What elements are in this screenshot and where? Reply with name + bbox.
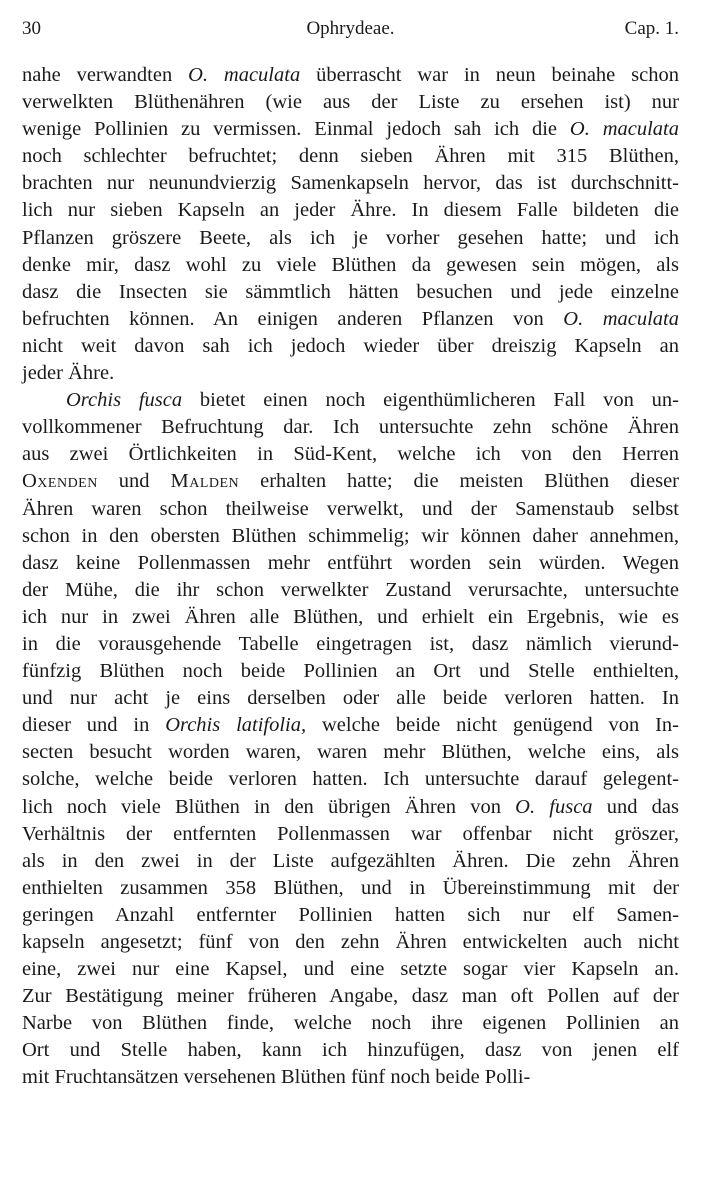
text-line	[22, 685, 679, 712]
running-title: Ophrydeae.	[306, 18, 395, 39]
chapter-label: Cap. 1.	[624, 18, 679, 39]
text-line	[22, 89, 679, 116]
text-segment: Narbe von Blüthen finde, welche noch ihre eigenen Pollinien an	[22, 1012, 679, 1035]
text-segment: dieser und in	[22, 714, 166, 737]
text-line	[22, 414, 679, 441]
text-line	[22, 631, 679, 658]
text-line	[22, 739, 679, 766]
text-segment: erhalten hatte; die meisten Blüthen dieser	[239, 470, 679, 493]
text-line	[22, 875, 679, 902]
text-line	[22, 577, 679, 604]
text-segment: nicht weit davon sah ich jedoch wieder über dreiszig Kapseln an	[22, 334, 679, 357]
text-segment: Ähren waren schon theilweise verwelkt, und der Samenstaub selbst	[22, 497, 679, 520]
text-line	[22, 766, 679, 793]
text-line	[22, 523, 679, 550]
text-line	[22, 306, 679, 333]
body-text	[22, 62, 679, 1092]
text-segment: welche beide nicht genügend von In-	[306, 714, 680, 737]
text-segment: jeder Ähre.	[22, 362, 115, 385]
text-line	[22, 116, 679, 143]
text-segment: der Mühe, die ihr schon verwelkter Zustand verursachte, untersuchte	[22, 578, 679, 601]
text-line	[22, 712, 679, 739]
page-number: 30	[22, 18, 41, 39]
text-segment: mit Fruchtansätzen versehenen Blüthen fünf noch beide Polli-	[22, 1066, 531, 1089]
text-segment: O. maculata	[569, 118, 679, 141]
text-line	[22, 468, 679, 495]
text-segment: in die vorausgehende Tabelle eingetragen ist, dasz nämlich vierund-	[22, 632, 679, 655]
text-segment: noch schlechter befruchtet; denn sieben Ähren mit 315 Blüthen,	[22, 145, 679, 168]
text-line	[22, 252, 679, 279]
text-line	[22, 848, 679, 875]
text-line	[22, 1064, 679, 1091]
page-header	[22, 18, 679, 44]
text-line	[22, 658, 679, 685]
text-segment: O. maculata	[188, 64, 301, 86]
text-segment: Orchis fusca	[66, 389, 183, 412]
text-line	[22, 983, 679, 1010]
text-segment: und das	[592, 795, 679, 818]
text-segment: und	[97, 470, 171, 493]
text-segment: secten besucht worden waren, waren mehr Blüthen, welche eins, als	[22, 741, 679, 764]
text-segment: dasz keine Pollenmassen mehr entführt worden sein würden. Wegen	[22, 551, 679, 574]
text-segment: Oxenden	[22, 470, 98, 493]
text-line	[22, 333, 679, 360]
text-segment: lich noch viele Blüthen in den übrigen Ähren von	[22, 795, 516, 818]
text-segment: O. fusca	[515, 795, 593, 818]
text-segment: als in den zwei in der Liste aufgezählten Ähren. Die zehn Ähren	[22, 849, 679, 872]
text-segment: kapseln angesetzt; fünf von den zehn Ähren entwickelten auch nicht	[22, 931, 679, 953]
text-segment: schon in den obersten Blüthen schimmelig; wir können daher annehmen,	[22, 524, 679, 547]
text-line	[22, 62, 679, 89]
text-segment: ich nur in zwei Ähren alle Blüthen, und erhielt ein Ergebnis, wie es	[22, 605, 679, 628]
text-segment: fünfzig Blüthen noch beide Pollinien an Ort und Stelle enthielten,	[22, 660, 679, 683]
text-line	[22, 197, 679, 224]
text-line	[22, 360, 679, 387]
text-segment: brachten nur neunundvierzig Samenkapseln hervor, das ist durchschnitt-	[22, 172, 679, 195]
text-segment: dasz die Insecten sie sämmtlich hätten besuchen und jede einzelne	[22, 280, 679, 303]
text-line	[22, 496, 679, 523]
text-segment: befruchten können. An einigen anderen Pflanzen von	[22, 307, 564, 330]
text-segment: überrascht war in neun beinahe schon	[300, 64, 679, 86]
text-segment: O. maculata	[563, 307, 679, 330]
text-line	[22, 143, 679, 170]
text-line	[22, 170, 679, 197]
text-segment: nahe verwandten	[22, 64, 189, 86]
text-line	[22, 794, 679, 821]
text-line	[22, 929, 679, 956]
text-segment: geringen Anzahl entfernter Pollinien hatten sich nur elf Samen-	[22, 903, 679, 926]
text-segment: vollkommener Befruchtung dar. Ich untersuchte zehn schöne Ähren	[22, 416, 679, 439]
text-segment: denke mir, dasz wohl zu viele Blüthen da gewesen sein mögen, als	[22, 253, 679, 276]
text-segment: und nur acht je eins derselben oder alle beide verloren hatten. In	[22, 687, 679, 710]
text-segment: wenige Pollinien zu vermissen. Einmal jedoch sah ich die	[22, 118, 570, 141]
text-segment: aus zwei Örtlichkeiten in Süd-Kent, welche ich von den Herren	[22, 443, 679, 466]
text-segment: Ort und Stelle haben, kann ich hinzufügen, dasz von jenen elf	[22, 1039, 679, 1062]
text-segment: Malden	[170, 470, 240, 493]
text-line	[22, 1037, 679, 1064]
text-line	[22, 956, 679, 983]
text-segment: lich nur sieben Kapseln an jeder Ähre. In diesem Falle bildeten die	[22, 199, 679, 222]
text-segment: Pflanzen gröszere Beete, als ich je vorher gesehen hatte; und ich	[22, 226, 679, 249]
text-line	[22, 902, 679, 929]
text-line	[22, 550, 679, 577]
text-line	[22, 821, 679, 848]
text-segment: Verhältnis der entfernten Pollenmassen war offenbar nicht gröszer,	[22, 822, 679, 845]
text-line	[22, 441, 679, 468]
text-line	[22, 604, 679, 631]
text-line	[22, 225, 679, 252]
text-segment: bietet einen noch eigenthümlicheren Fall von un-	[182, 389, 679, 412]
text-line	[22, 1010, 679, 1037]
text-segment: eine, zwei nur eine Kapsel, und eine setzte sogar vier Kapseln an.	[22, 958, 679, 981]
text-line	[22, 279, 679, 306]
text-line	[22, 387, 679, 414]
text-segment: Orchis latifolia,	[165, 714, 307, 737]
text-segment: Zur Bestätigung meiner früheren Angabe, dasz man oft Pollen auf der	[22, 985, 679, 1008]
text-segment: enthielten zusammen 358 Blüthen, und in Übereinstimmung mit der	[22, 876, 679, 899]
text-segment: verwelkten Blüthenähren (wie aus der Liste zu ersehen ist) nur	[22, 91, 679, 114]
text-segment: solche, welche beide verloren hatten. Ich untersuchte darauf gelegent-	[22, 768, 679, 791]
